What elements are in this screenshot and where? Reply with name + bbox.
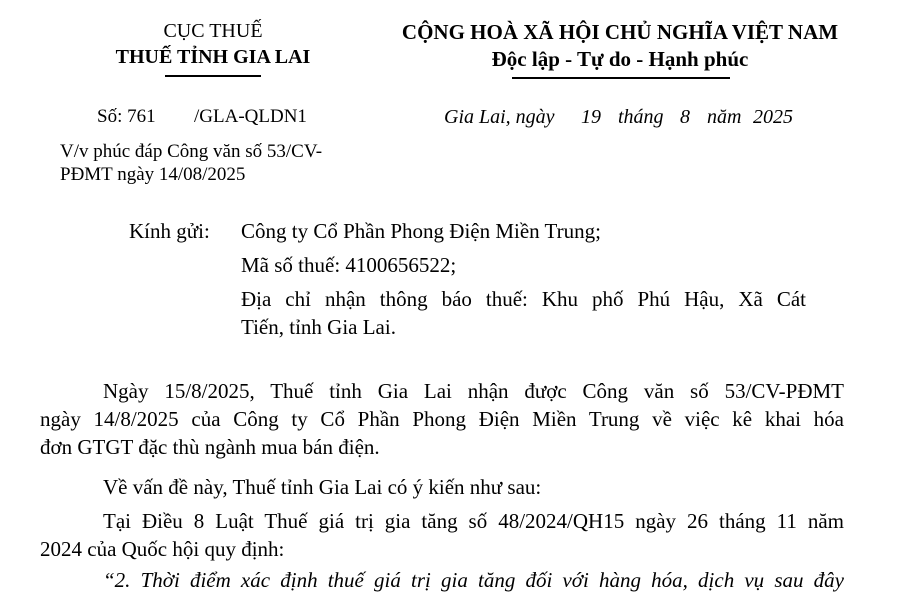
paragraph-2: Về vấn đề này, Thuế tỉnh Gia Lai có ý kiến như sau: xyxy=(103,475,542,499)
subject-line-2: PĐMT ngày 14/08/2025 xyxy=(60,164,246,185)
motto-underline xyxy=(512,77,730,79)
date-year-label: năm xyxy=(707,106,742,128)
paragraph-3-line-2: 2024 của Quốc hội quy định: xyxy=(40,537,285,561)
national-motto: Độc lập - Tự do - Hạnh phúc xyxy=(491,47,749,71)
date-day: 19 xyxy=(581,106,601,128)
recipient-address-line-2: Tiến, tỉnh Gia Lai. xyxy=(241,315,396,339)
agency-parent: CỤC THUẾ xyxy=(163,20,263,42)
paragraph-1-line-2: ngày 14/8/2025 của Công ty Cổ Phần Phong Điện Miền Trung về việc kê khai hóa xyxy=(40,407,844,431)
paragraph-1-line-3: đơn GTGT đặc thù ngành mua bán điện. xyxy=(40,435,380,459)
recipient-company: Công ty Cổ Phần Phong Điện Miền Trung; xyxy=(241,219,601,243)
recipient-label: Kính gửi: xyxy=(129,219,210,243)
agency-name: THUẾ TỈNH GIA LAI xyxy=(115,46,311,68)
date-month-label: tháng xyxy=(618,106,664,128)
recipient-address-line-1: Địa chỉ nhận thông báo thuế: Khu phố Phú Hậu, Xã Cát xyxy=(241,287,806,311)
date-month: 8 xyxy=(680,106,690,128)
date-year: 2025 xyxy=(753,106,793,128)
subject-line-1: V/v phúc đáp Công văn số 53/CV- xyxy=(60,141,323,162)
quote-line-1: “2. Thời điểm xác định thuế giá trị gia tăng đối với hàng hóa, dịch vụ sau đây xyxy=(103,568,844,592)
paragraph-1-line-1: Ngày 15/8/2025, Thuế tỉnh Gia Lai nhận được Công văn số 53/CV-PĐMT xyxy=(103,379,844,403)
date-place: Gia Lai, ngày xyxy=(444,106,555,128)
agency-underline xyxy=(165,75,261,77)
paragraph-3-line-1: Tại Điều 8 Luật Thuế giá trị gia tăng số 48/2024/QH15 ngày 26 tháng 11 năm xyxy=(103,509,844,533)
document-number-suffix: /GLA-QLDN1 xyxy=(194,106,307,127)
nation-title: CỘNG HOÀ XÃ HỘI CHỦ NGHĨA VIỆT NAM xyxy=(401,20,839,44)
document-number-prefix: Số: 761 xyxy=(97,106,156,127)
recipient-tax-code: Mã số thuế: 4100656522; xyxy=(241,253,457,277)
